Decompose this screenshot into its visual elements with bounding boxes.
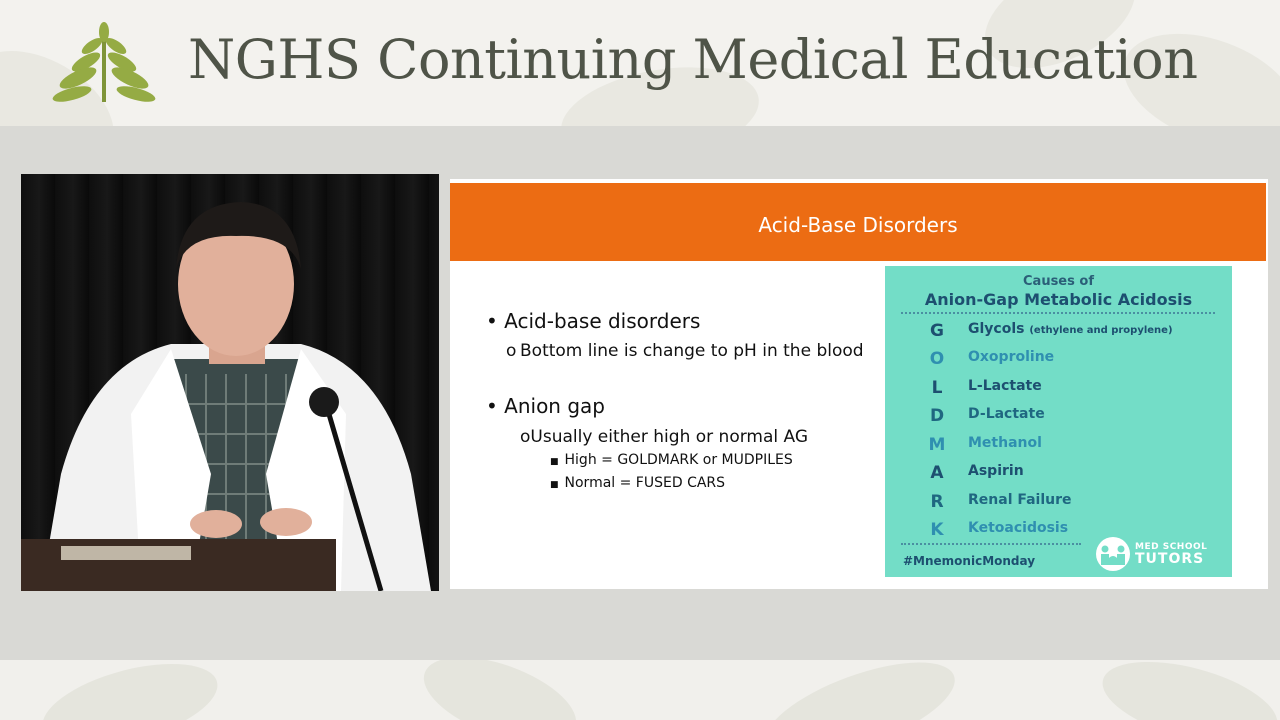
dotted-divider [901,543,1081,545]
slide-title: Acid-Base Disorders [758,213,958,237]
mnemonic-row [885,349,1232,375]
mnemonic-word: Glycols (ethylene and propylene) [968,321,1173,337]
mnemonic-word: Renal Failure [968,492,1072,508]
mnemonic-letter: O [929,349,945,369]
bullet-dot-icon: • [486,309,498,333]
mnemonic-word: Aspirin [968,463,1024,479]
presentation-slide [450,179,1268,589]
bullet-item: • Anion gap [486,394,605,418]
mnemonic-word: Oxoproline [968,349,1055,365]
mnemonic-row [885,406,1232,432]
footer-band [0,660,1280,720]
background-leaf-shape [413,660,587,720]
page-title: NGHS Continuing Medical Education [188,28,1198,91]
mnemonic-word: D-Lactate [968,406,1045,422]
mnemonic-letter: A [930,463,944,483]
dotted-divider [901,312,1215,314]
mnemonic-row [885,435,1232,461]
mnemonic-row [885,378,1232,404]
mnemonic-row [885,492,1232,518]
background-leaf-shape [754,660,966,720]
card-heading: Anion-Gap Metabolic Acidosis [924,290,1193,309]
hashtag-label: #MnemonicMonday [903,554,1036,568]
mnemonic-word: Ketoacidosis [968,520,1069,536]
presenter-video-icon [21,174,439,591]
slide-title-bar [450,183,1266,261]
mnemonic-letter: R [930,492,944,512]
background-leaf-shape [34,660,226,720]
mnemonic-row [885,463,1232,489]
mnemonic-card [885,266,1232,577]
mnemonic-row [885,321,1232,347]
sub-sub-bullet-item: ■ Normal = FUSED CARS [550,475,726,491]
bullet-item: • Acid-base disorders [486,309,701,333]
mnemonic-letter: M [928,435,946,455]
header-banner [0,0,1280,126]
mnemonic-word: Methanol [968,435,1042,451]
brand-line-2: TUTORS [1135,551,1205,567]
square-bullet-icon: ■ [550,457,559,467]
square-bullet-icon: ■ [550,480,559,490]
card-heading-small: Causes of [1023,274,1094,289]
sub-bullet-item: oUsually either high or normal AG [520,427,809,447]
bullet-dot-icon: • [486,394,498,418]
brand-line-1: MED SCHOOL [1135,542,1208,552]
mnemonic-letter: K [930,520,944,540]
wheat-leaf-logo-icon [52,22,156,106]
sub-sub-bullet-item: ■ High = GOLDMARK or MUDPILES [550,452,793,468]
background-leaf-shape [1094,660,1280,720]
mnemonic-letter: L [931,378,943,398]
presenter-video[interactable] [21,174,439,591]
mnemonic-letter: D [929,406,945,426]
mnemonic-word: L-Lactate [968,378,1042,394]
med-school-tutors-logo-icon [1093,536,1133,572]
mnemonic-letter: G [930,321,944,341]
sub-bullet-item: o Bottom line is change to pH in the blood [506,341,864,361]
circle-bullet-icon: o [520,427,531,447]
